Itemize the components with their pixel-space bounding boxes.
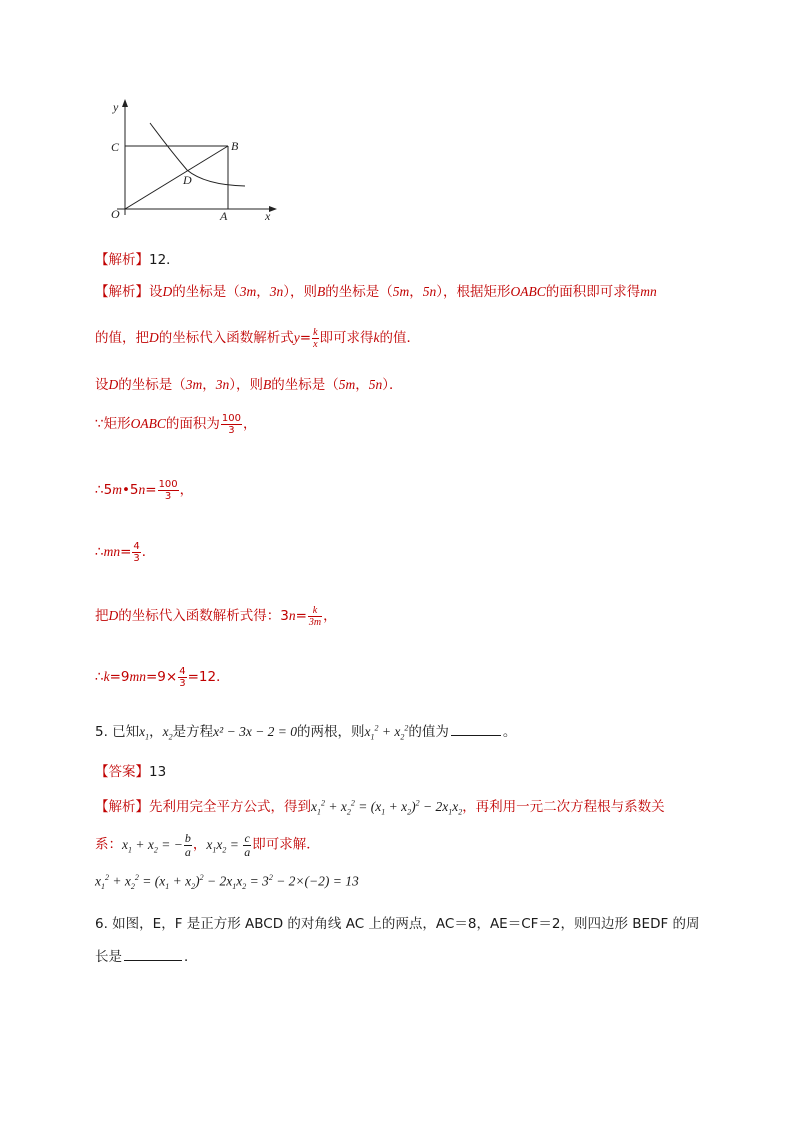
t: ． <box>184 949 198 965</box>
t: ），则 <box>283 284 317 300</box>
t: 5m <box>392 284 410 299</box>
fraction-k-over-x <box>312 327 318 350</box>
t: = <box>299 330 312 346</box>
t: x <box>313 338 318 350</box>
fraction-4-over-3 <box>178 666 186 689</box>
t: k <box>313 326 318 338</box>
t: ，再利用一元二次方程根与系数关 <box>462 799 665 815</box>
q5-answer-value: 13 <box>149 764 167 780</box>
q4-tag: 【解析】 <box>95 284 149 300</box>
t: ， <box>242 416 257 432</box>
q6-line2 <box>95 945 198 965</box>
t: 4 <box>133 540 140 552</box>
t: ， <box>192 836 207 853</box>
t: = <box>295 608 307 624</box>
vieta-sum: $x_1 + x_2$ = − $\frac{b}{a}$ <box>122 831 191 859</box>
t: 3 <box>179 677 186 689</box>
equation: x² − 3x − 2 = 0 <box>213 724 298 739</box>
t: •5 <box>121 482 139 498</box>
t: 的值为 <box>408 724 449 740</box>
q5-analysis-line3: $x_1^2 + x_2^2 = (x_1 + x_2)^2 - 2x_1x_2 = 3^2 - 2\times(-2) = 13$ <box>95 873 359 892</box>
expr-sum-squares: $x_1^2 + x_2^2$ <box>364 723 409 742</box>
t: OABC <box>130 416 166 431</box>
q4-analysis-line1 <box>95 280 657 300</box>
t: 是方程 <box>172 724 214 740</box>
t: 3m <box>239 284 257 299</box>
t: ）． <box>382 377 403 393</box>
t: ， <box>202 377 216 393</box>
y-axis-arrow <box>122 99 128 107</box>
label-C: C <box>111 140 120 154</box>
t: ∴ <box>95 669 104 685</box>
label-A: A <box>220 209 228 223</box>
t: 的面积为 <box>165 416 220 432</box>
fraction-100-over-3 <box>158 479 179 502</box>
q6-line1: 6. 如图，E，F 是正方形 ABCD 的对角线 AC 上的两点，AC＝8，AE＝CF＝2，则四边形 BEDF 的周 <box>95 916 700 932</box>
t: n <box>138 482 146 497</box>
t: 。 <box>502 724 517 740</box>
answer-blank <box>124 948 182 961</box>
q4-answer-line <box>95 248 180 268</box>
fraction-k-over-3m <box>308 605 322 628</box>
t: 把 <box>95 608 109 624</box>
t: m <box>112 482 122 497</box>
t: ， <box>179 482 194 498</box>
t: 3m <box>308 616 322 628</box>
t: mn <box>640 284 657 299</box>
t: ， <box>409 284 423 300</box>
label-O: O <box>111 207 120 221</box>
formula-square: $x_1^2 + x_2^2 = (x_1 + x_2)^2 - 2x_1x_2$ <box>311 798 463 817</box>
t: y <box>293 330 300 345</box>
t: ∴5 <box>95 482 113 498</box>
q5-tag: 【解析】 <box>95 799 149 815</box>
q4-line5 <box>95 478 193 502</box>
q5-answer-tag: 【答案】 <box>95 764 149 780</box>
t: D <box>162 284 173 299</box>
q5-question <box>95 720 516 742</box>
q5-answer <box>95 760 166 780</box>
t: D <box>149 330 159 345</box>
t: 3m <box>185 377 203 392</box>
t: 的坐标代入函数解析式得：3 <box>118 608 289 624</box>
t: 3 <box>228 424 235 436</box>
t: B <box>263 377 272 392</box>
t: 100 <box>221 412 241 424</box>
t: 的面积即可求得 <box>545 284 641 300</box>
t: 设 <box>149 284 163 300</box>
t: 的坐标是（ <box>325 284 393 300</box>
t: 5n <box>368 377 383 392</box>
label-B: B <box>231 139 239 153</box>
t: ），则 <box>229 377 263 393</box>
t: k <box>373 330 380 345</box>
t: ， <box>323 608 337 624</box>
t: 的坐标是（ <box>172 284 240 300</box>
t: 长是 <box>95 949 122 965</box>
t: = <box>120 544 132 560</box>
t: =9 <box>109 669 130 685</box>
q4-analysis-line2 <box>95 326 420 350</box>
t: =9× <box>146 669 178 685</box>
t: 3 <box>164 490 172 502</box>
t: 5m <box>338 377 356 392</box>
q4-line7 <box>95 604 337 628</box>
t: ∵矩形 <box>95 416 131 432</box>
t: k <box>103 669 110 684</box>
t: 的坐标是（ <box>118 377 186 393</box>
t: 3n <box>269 284 284 299</box>
var-x2: $x_2$ <box>162 724 173 742</box>
label-D: D <box>183 173 192 187</box>
q4-line4 <box>95 412 256 436</box>
t: B <box>317 284 326 299</box>
var-x1: $x_1$ <box>139 724 150 742</box>
hyperbola-curve <box>150 123 245 186</box>
t: k <box>308 605 322 617</box>
t: 即可求解． <box>252 836 320 853</box>
t: 的坐标是（ <box>271 377 339 393</box>
t: ），根据矩形 <box>436 284 511 300</box>
t: =12． <box>187 669 230 685</box>
t: 5. 已知 <box>95 724 140 740</box>
t: 4 <box>179 665 186 677</box>
t: 3n <box>215 377 230 392</box>
fraction-100-over-3 <box>221 413 242 436</box>
t: ， <box>256 284 270 300</box>
diagonal-OB <box>125 146 228 209</box>
t: ． <box>141 544 156 560</box>
t: ∴ <box>95 544 104 560</box>
coordinate-figure <box>95 95 285 230</box>
t: mn <box>129 669 146 684</box>
t: 的两根，则 <box>297 724 365 740</box>
q4-answer-value: 12． <box>149 252 180 268</box>
q5-analysis-line2 <box>95 832 320 859</box>
t: 5n <box>422 284 437 299</box>
q4-line3 <box>95 373 403 393</box>
label-y: y <box>113 100 119 114</box>
t: OABC <box>510 284 546 299</box>
t: 设 <box>95 377 109 393</box>
vieta-product: $x_1x_2$ = $\frac{c}{a}$ <box>206 831 251 859</box>
answer-blank <box>451 723 501 736</box>
q5-analysis-line1 <box>95 795 665 817</box>
t: 系： <box>95 836 122 853</box>
t: 先利用完全平方公式，得到 <box>149 799 311 815</box>
t: mn <box>103 544 121 559</box>
t: 100 <box>158 478 178 490</box>
label-x: x <box>265 209 271 223</box>
q4-answer-tag: 【解析】 <box>95 252 149 268</box>
q4-line6 <box>95 540 155 564</box>
q4-line8 <box>95 665 230 689</box>
t: 即可求得 <box>319 330 374 346</box>
fraction-4-over-3 <box>132 541 140 564</box>
t: = <box>145 482 157 498</box>
t: D <box>108 377 119 392</box>
t: ， <box>355 377 369 393</box>
t: n <box>288 608 296 623</box>
t: 3 <box>133 552 140 564</box>
t: 的坐标代入函数解析式 <box>158 330 294 346</box>
t: ， <box>149 724 163 740</box>
t: 的值，把 <box>95 330 149 346</box>
t: 的值． <box>379 330 421 346</box>
t: D <box>108 608 119 623</box>
